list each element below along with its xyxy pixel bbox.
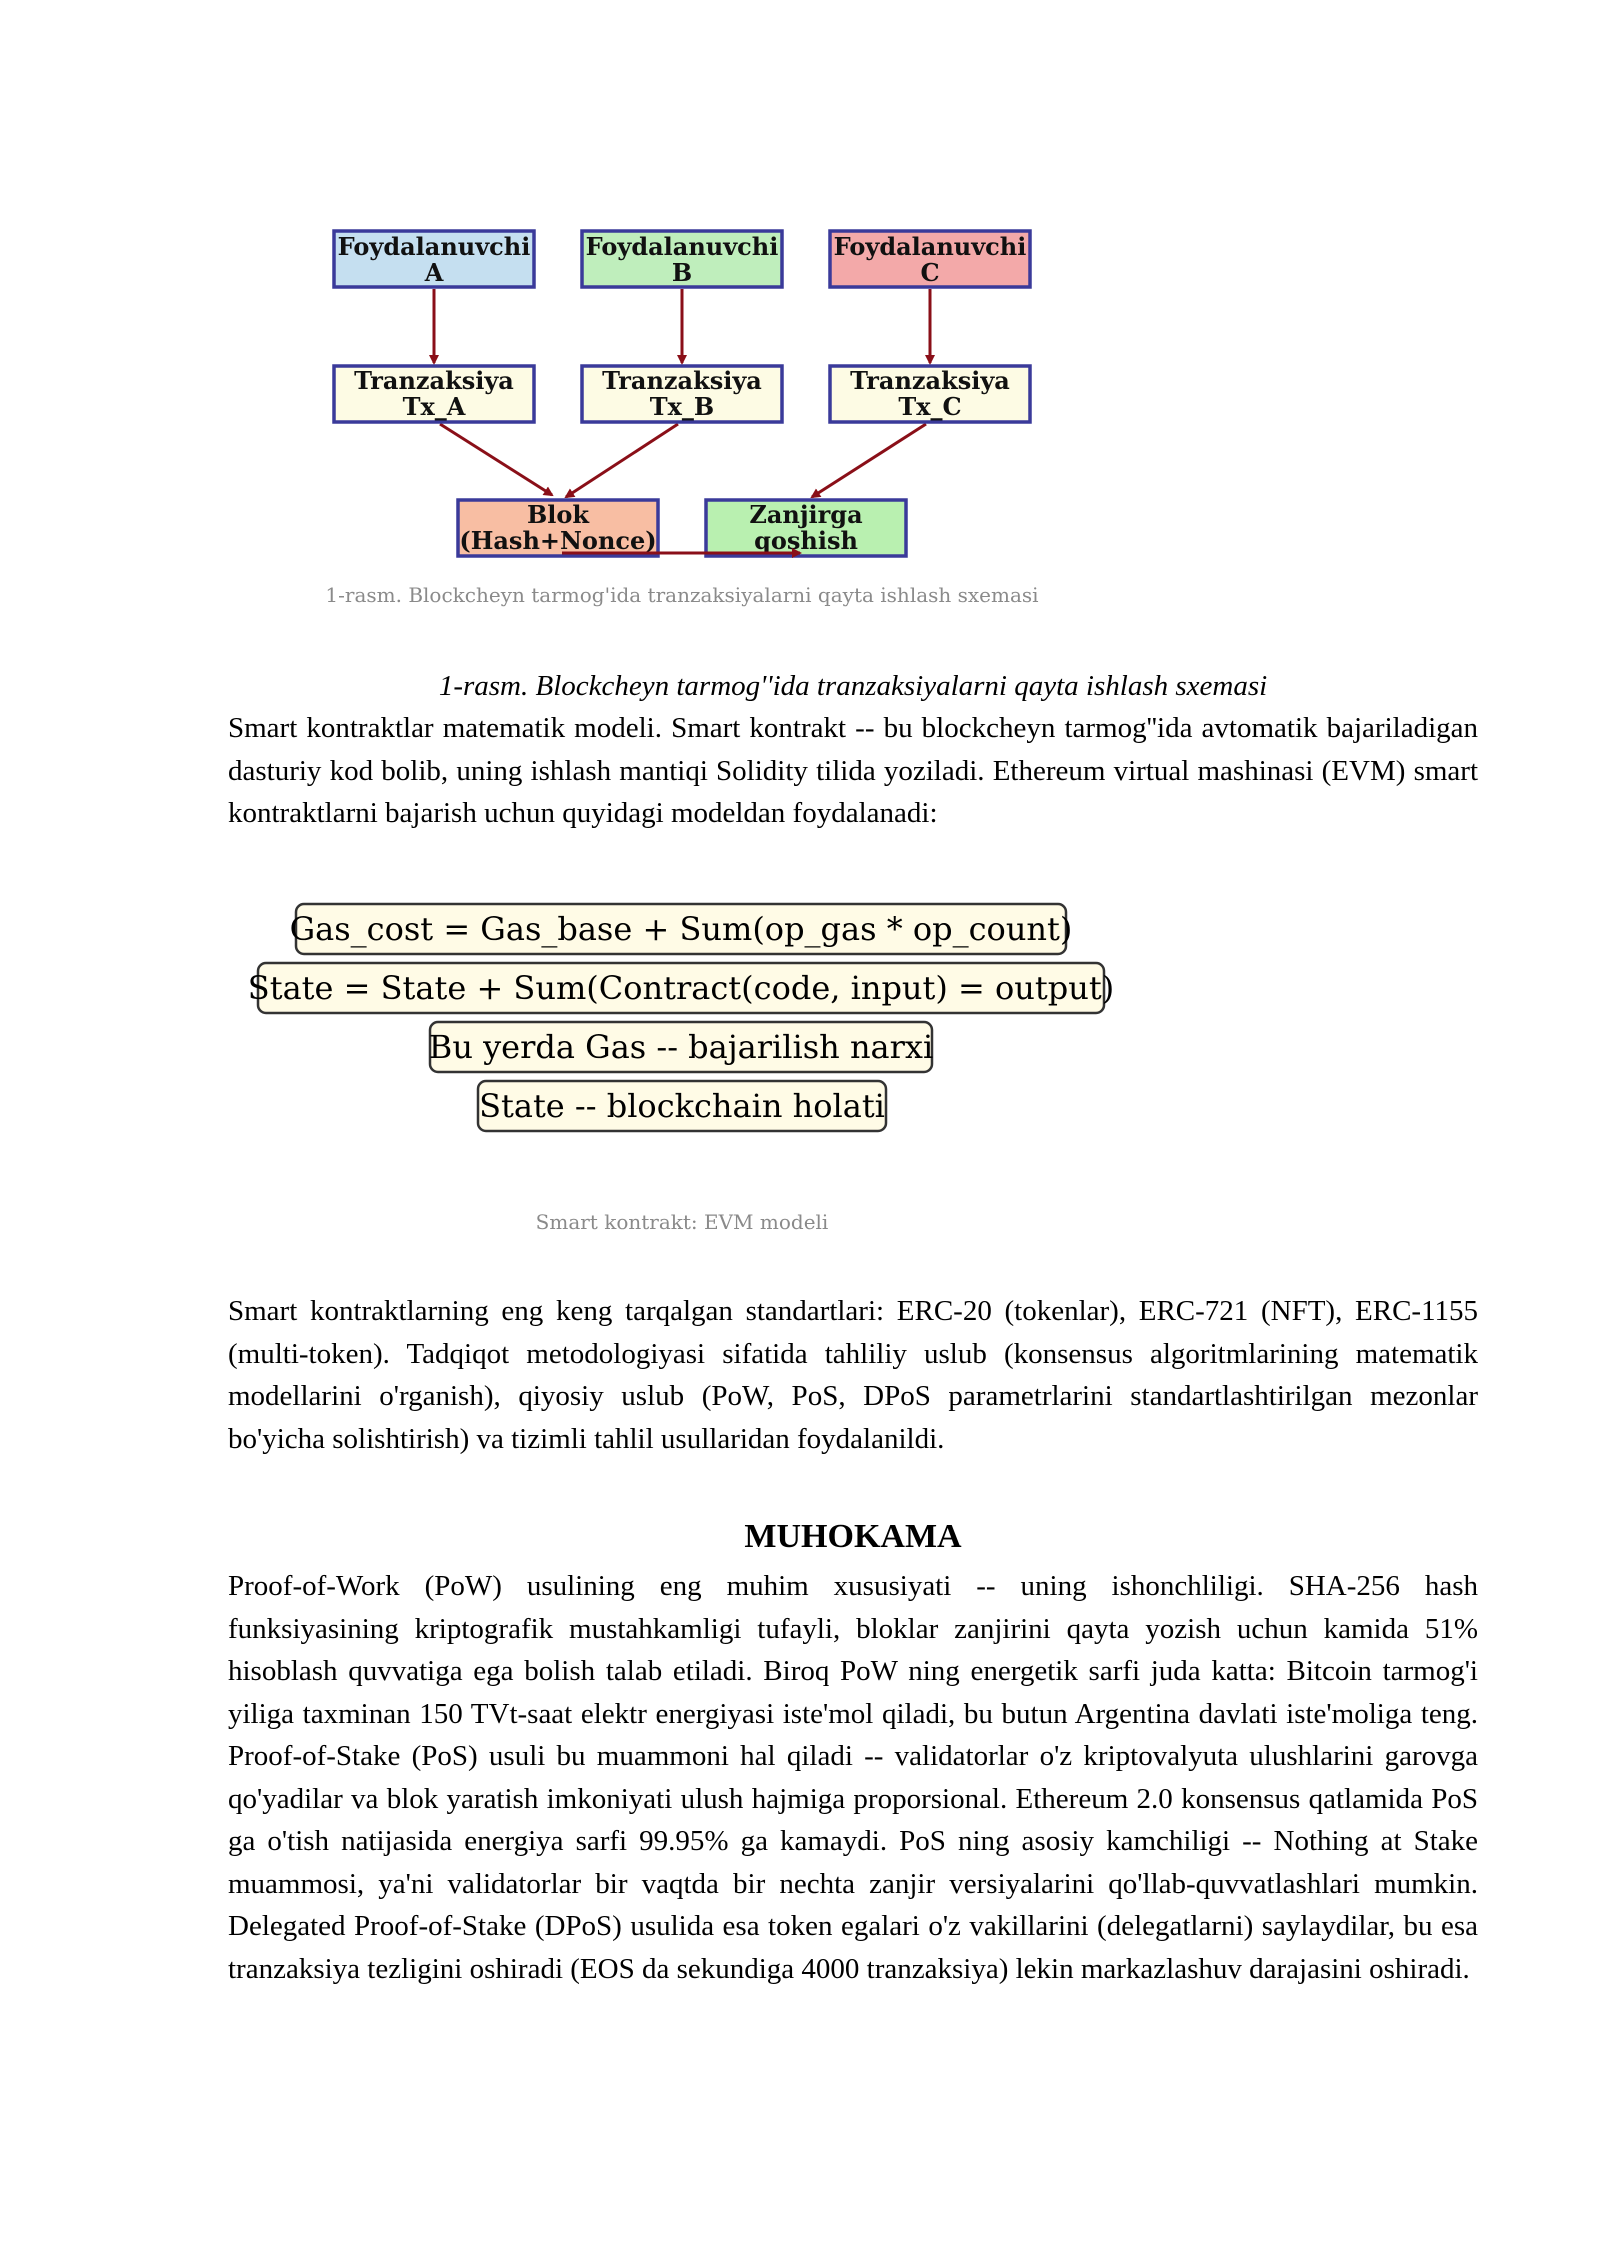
tx-c-label-line1: Tranzaksiya <box>850 366 1010 395</box>
tx-a-label-line1: Tranzaksiya <box>354 366 514 395</box>
tx-a-label-line2: Tx_A <box>402 392 466 421</box>
arrow-tx-c-to-chain <box>812 424 926 497</box>
block-label-line2: (Hash+Nonce) <box>459 526 657 555</box>
formula-box-state <box>248 963 1114 1013</box>
transaction-box-b <box>582 366 782 422</box>
figure1-caption: 1-rasm. Blockcheyn tarmog''ida tranzaksiyalarni qayta ishlash sxemasi <box>438 670 1268 702</box>
formula-state: State = State + Sum(Contract(code, input) = output) <box>247 969 1115 1007</box>
formula-gas-cost: Gas_cost = Gas_base + Sum(op_gas * op_count) <box>289 910 1073 948</box>
user-a-label-line2: A <box>424 258 444 287</box>
transaction-box-c <box>830 366 1030 422</box>
section-heading-muhokama: MUHOKAMA <box>744 1518 962 1555</box>
arrow-tx-b-to-block <box>566 424 678 497</box>
arrow-tx-a-to-block <box>440 424 552 495</box>
tx-b-label-line1: Tranzaksiya <box>602 366 762 395</box>
block-box <box>458 500 658 556</box>
figure2-inner-caption: Smart kontrakt: EVM modeli <box>535 1210 829 1234</box>
user-box-a <box>334 231 534 287</box>
user-box-c <box>830 231 1030 287</box>
blockchain-transaction-diagram <box>300 215 1100 615</box>
transaction-box-a <box>334 366 534 422</box>
paragraph-smart-contract-model: Smart kontraktlar matematik modeli. Smart kontrakt -- bu blockcheyn tarmog''ida avtomatik bajariladigan dasturiy kod bolib, uning ishlash mantiqi Solidity tilida yoziladi. Ethereum virtual mashinasi (EVM) smart kontraktlarni bajarish uchun quyidagi modeldan foydalanadi: <box>228 712 1478 829</box>
chain-label-line2: qoshish <box>754 526 858 555</box>
formula-box-state-note <box>478 1081 886 1131</box>
user-c-label-line2: C <box>920 258 940 287</box>
tx-b-label-line2: Tx_B <box>649 392 715 421</box>
evm-model-figure <box>240 890 1140 1250</box>
formula-box-gas-cost <box>290 904 1073 954</box>
chain-box <box>706 500 906 556</box>
user-b-label-line2: B <box>671 258 693 287</box>
user-a-label-line1: Foydalanuvchi <box>337 232 531 261</box>
paragraph-contract-standards: Smart kontraktlarning eng keng tarqalgan standartlari: ERC-20 (tokenlar), ERC-721 (NFT), ERC-1155 (multi-token). Tadqiqot metodologiyasi sifatida tahliliy uslub (konsensus algoritmlarining matematik modellarini o'rganish), qiyosiy uslub (PoW, PoS, DPoS parametrlarini standartlashtirilgan mezonlar bo'yicha solishtirish) va tizimli tahlil usullaridan foydalanildi. <box>228 1295 1478 1455</box>
formula-gas-note: Bu yerda Gas -- bajarilish narxi <box>428 1028 934 1066</box>
tx-c-label-line2: Tx_C <box>898 392 962 421</box>
block-label-line1: Blok <box>526 500 590 529</box>
figure1-inner-caption: 1-rasm. Blockcheyn tarmog'ida tranzaksiyalarni qayta ishlash sxemasi <box>325 583 1039 607</box>
user-c-label-line1: Foydalanuvchi <box>833 232 1027 261</box>
user-box-b <box>582 231 782 287</box>
formula-box-gas-note <box>429 1022 933 1072</box>
chain-label-line1: Zanjirga <box>749 500 863 529</box>
formula-state-note: State -- blockchain holati <box>479 1087 885 1125</box>
paragraph-discussion: Proof-of-Work (PoW) usulining eng muhim xususiyati -- uning ishonchliligi. SHA-256 hash funksiyasining kriptografik mustahkamligi tufayli, bloklar zanjirini qayta yozish uchun kamida 51% hisoblash quvvatiga ega bolish talab etiladi. Biroq PoW ning energetik sarfi juda katta: Bitcoin tarmog'i yiliga taxminan 150 TVt-saat elektr energiyasi iste'mol qiladi, bu butun Argentina davlati iste'moliga teng. Proof-of-Stake (PoS) usuli bu muammoni hal qiladi -- validatorlar o'z kriptovalyuta ulushlarini garovga qo'yadilar va blok yaratish imkoniyati ulush hajmiga proporsional. Ethereum 2.0 konsensus qatlamida PoS ga o'tish natijasida energiya sarfi 99.95% ga kamaydi. PoS ning asosiy kamchiligi -- Nothing at Stake muammosi, ya'ni validatorlar bir vaqtda bir nechta zanjir versiyalarini qo'llab-quvvatlashlari mumkin. Delegated Proof-of-Stake (DPoS) usulida esa token egalari o'z vakillarini (delegatlarni) saylaydilar, bu esa tranzaksiya tezligini oshiradi (EOS da sekundiga 4000 tranzaksiya) lekin markazlashuv darajasini oshiradi. <box>228 1570 1478 1985</box>
user-b-label-line1: Foydalanuvchi <box>585 232 779 261</box>
